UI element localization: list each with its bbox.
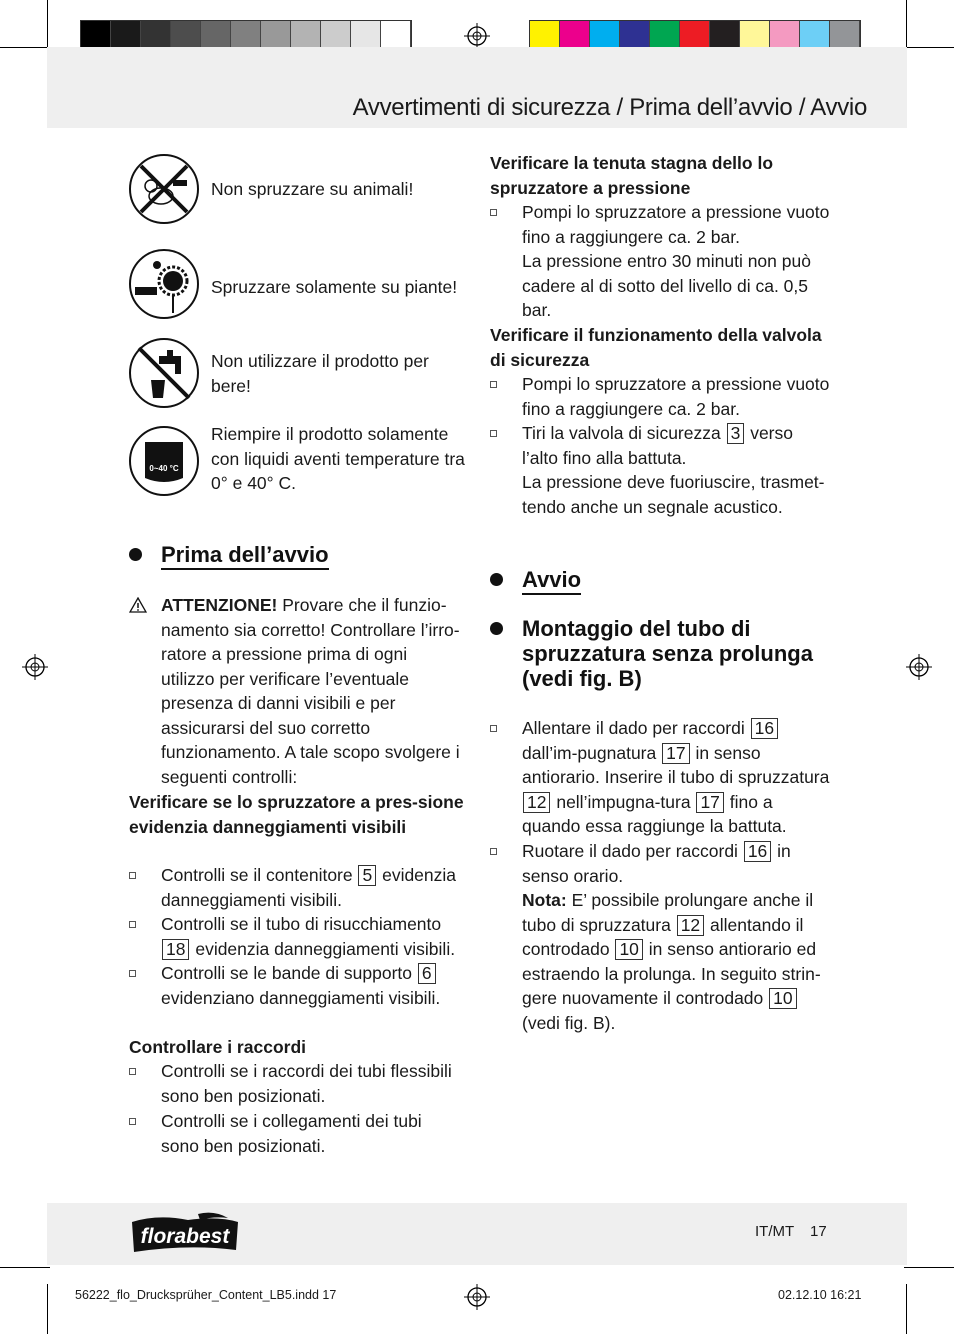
language-code: IT/MT xyxy=(755,1223,795,1240)
list-item: Ruotare il dado per raccordi 16 in senso orario. Nota: E’ possibile prolungare anche il tubo di spruzzatura 12 allentando il controdado 10 in senso antiorario ed estraendo la prolunga. In seguito strin-gere nuovamente il controdado 10 (vedi fig. B). xyxy=(522,839,832,1035)
no-drinking-icon xyxy=(129,338,199,408)
subheading: Controllare i raccordi xyxy=(129,1037,306,1057)
checkbox-icon xyxy=(129,1118,136,1125)
part-number: 10 xyxy=(615,939,642,960)
list-item: Pompi lo spruzzatore a pressione vuoto fino a raggiungere ca. 2 bar. xyxy=(522,372,832,421)
section-heading: Montaggio del tubo di spruzzatura senza prolunga (vedi fig. B) xyxy=(522,616,842,691)
list-item: Controlli se i raccordi dei tubi flessibili sono ben posizionati. xyxy=(161,1059,461,1108)
part-number: 10 xyxy=(769,988,796,1009)
part-number: 5 xyxy=(358,865,376,886)
bullet-icon xyxy=(490,622,503,635)
checkbox-icon xyxy=(490,848,497,855)
part-number: 12 xyxy=(523,792,550,813)
crop-mark xyxy=(906,1284,907,1334)
symbol-text: Non spruzzare su animali! xyxy=(211,179,414,199)
list-item: Controlli se i collegamenti dei tubi sono ben posizionati. xyxy=(161,1109,461,1158)
checkbox-icon xyxy=(129,970,136,977)
checkbox-icon xyxy=(490,725,497,732)
bullet-icon xyxy=(490,573,503,586)
svg-text:florabest: florabest xyxy=(140,1225,230,1248)
crop-mark xyxy=(47,0,48,50)
checkbox-icon xyxy=(129,921,136,928)
checkbox-icon xyxy=(490,430,497,437)
slug-file: 56222_flo_Drucksprüher_Content_LB5.indd 17 xyxy=(75,1288,337,1302)
subheading: Verificare se lo spruzzatore a pres-sione evidenzia danneggiamenti visibili xyxy=(129,792,464,837)
list-item: Controlli se le bande di supporto 6 evidenziano danneggiamenti visibili. xyxy=(161,961,461,1010)
section-heading: Prima dell’avvio xyxy=(161,542,329,567)
checkbox-icon xyxy=(490,381,497,388)
crop-mark xyxy=(0,47,50,48)
checkbox-icon xyxy=(490,209,497,216)
part-number: 17 xyxy=(696,792,723,813)
list-item: Pompi lo spruzzatore a pressione vuoto fino a raggiungere ca. 2 bar. La pressione entro 30 minuti non può cadere al di sotto del livello di ca. 0,5 bar. xyxy=(522,200,832,323)
temperature-range-icon xyxy=(129,426,199,496)
section-heading: Avvio xyxy=(522,567,581,592)
spray-plants-only-icon xyxy=(129,249,199,319)
crop-mark xyxy=(906,0,907,50)
subheading: Verificare la tenuta stagna dello lo spruzzatore a pressione xyxy=(490,153,774,198)
registration-mark-icon xyxy=(906,654,932,680)
list-item: Controlli se il tubo di risucchiamento 18 evidenzia danneggiamenti visibili. xyxy=(161,912,461,961)
page-title: Avvertimenti di sicurezza / Prima dell’avvio / Avvio xyxy=(352,94,867,121)
registration-mark-icon xyxy=(464,1284,490,1310)
part-number: 18 xyxy=(162,939,189,960)
list-item: Tiri la valvola di sicurezza 3 verso l’alto fino alla battuta. La pressione deve fuoriuscire, trasmet-tendo anche un segnale acustico. xyxy=(522,421,832,519)
no-spray-animals-icon xyxy=(129,154,199,224)
crop-mark xyxy=(904,47,954,48)
part-number: 16 xyxy=(744,841,771,862)
checkbox-icon xyxy=(129,1068,136,1075)
part-number: 16 xyxy=(751,718,778,739)
page-number: 17 xyxy=(810,1223,827,1240)
checkbox-icon xyxy=(129,872,136,879)
part-number: 12 xyxy=(677,915,704,936)
warning-label: ATTENZIONE! xyxy=(161,595,278,615)
temperature-label: 0~40 °C xyxy=(149,464,179,473)
crop-mark xyxy=(47,1284,48,1334)
crop-mark xyxy=(0,1267,50,1268)
warning-paragraph: ATTENZIONE! Provare che il funzio-namento sia corretto! Controllare l’irro-ratore a pressione prima di ogni utilizzo per verificare l’eventuale presenza di danni visibili e per assicurarsi del suo corretto funzionamento. A tale scopo svolgere i seguenti controlli: xyxy=(161,595,460,787)
list-item: Allentare il dado per raccordi 16 dall’im-pugnatura 17 in senso antiorario. Inserire il tubo di spruzzatura 12 nell’impugna-tura 17 fino a quando essa raggiunge la battuta. xyxy=(522,716,832,839)
part-number: 6 xyxy=(418,963,436,984)
list-item: Controlli se il contenitore 5 evidenzia danneggiamenti visibili. xyxy=(161,863,461,912)
part-number: 17 xyxy=(662,743,689,764)
subheading: Verificare il funzionamento della valvola di sicurezza xyxy=(490,325,822,370)
slug-date: 02.12.10 16:21 xyxy=(778,1288,862,1302)
registration-mark-icon xyxy=(22,654,48,680)
warning-icon xyxy=(129,597,147,613)
note-label: Nota: xyxy=(522,890,567,910)
bullet-icon xyxy=(129,548,142,561)
symbol-text: Spruzzare solamente su piante! xyxy=(211,277,458,297)
symbol-text: Non utilizzare il prodotto per bere! xyxy=(211,351,429,396)
brand-logo xyxy=(128,1212,242,1254)
crop-mark xyxy=(904,1267,954,1268)
registration-mark-icon xyxy=(464,23,490,49)
part-number: 3 xyxy=(727,423,745,444)
symbol-text: Riempire il prodotto solamente con liquidi aventi temperature tra 0° e 40° C. xyxy=(211,424,465,493)
